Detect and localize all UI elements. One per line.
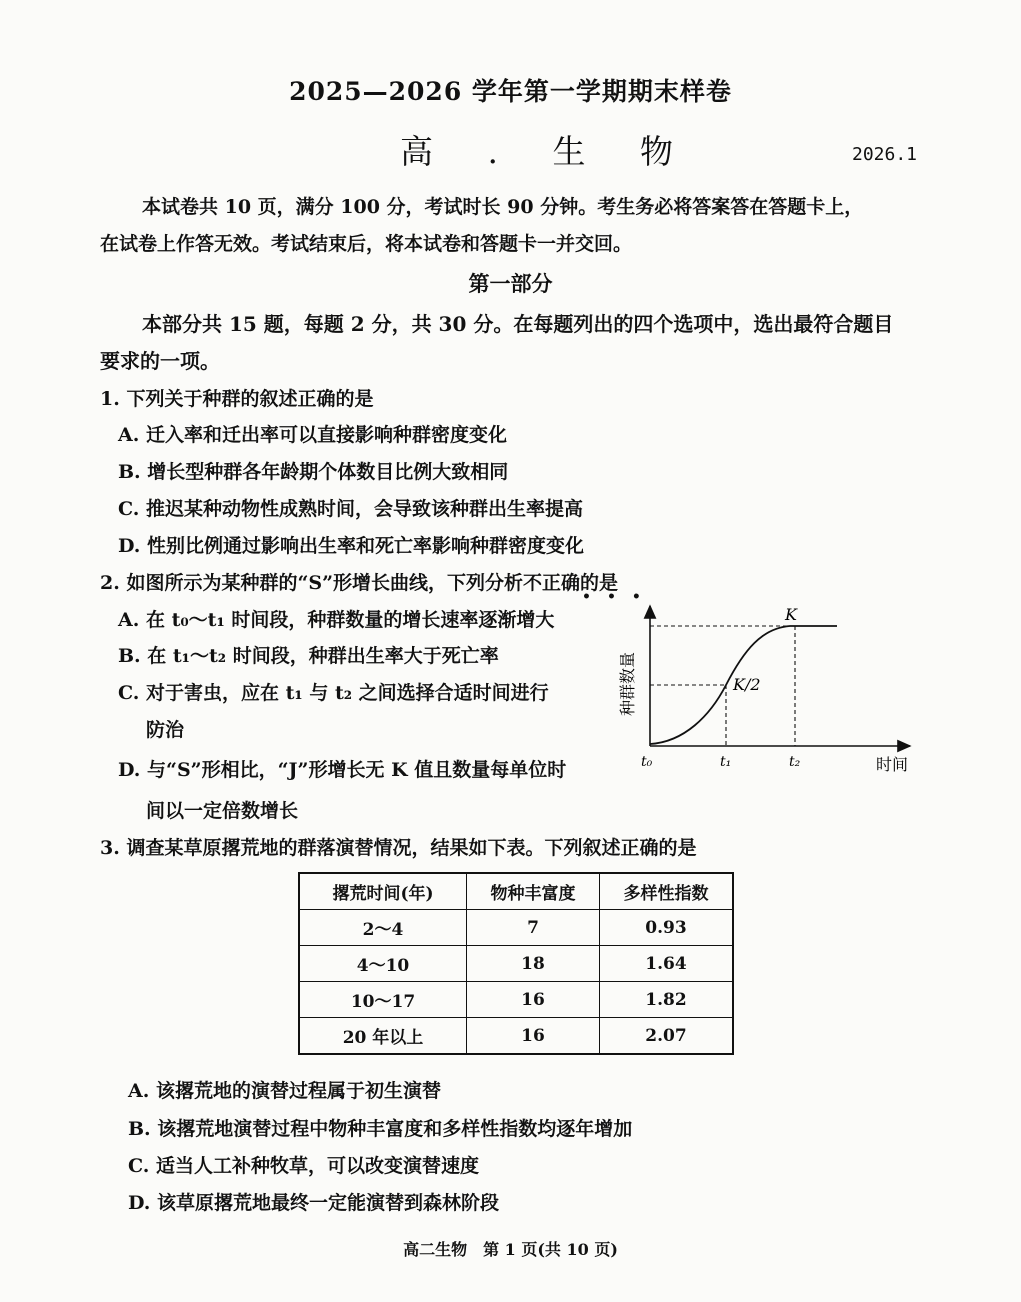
q2-stem: 2. 如图所示为某种群的“S”形增长曲线，下列分析不正确的是 <box>100 572 619 594</box>
q1-stem: 1. 下列关于种群的叙述正确的是 <box>100 388 374 410</box>
t2-label: t₂ <box>789 754 801 770</box>
s-curve-graph <box>612 598 922 788</box>
table-header: 多样性指数 <box>600 873 734 910</box>
page-footer: 高二生物 第 1 页(共 10 页) <box>403 1240 618 1259</box>
table-header: 物种丰富度 <box>467 873 600 910</box>
table-cell: 16 <box>467 1018 600 1055</box>
table-cell: 20 年以上 <box>299 1018 467 1055</box>
table-cell: 2.07 <box>600 1018 734 1055</box>
y-axis-label: 种群数量 <box>618 651 637 716</box>
q1-option-b: B. 增长型种群各年龄期个体数目比例大致相同 <box>118 461 509 483</box>
exam-date: 2026.1 <box>852 144 918 165</box>
q3-stem: 3. 调查某草原撂荒地的群落演替情况，结果如下表。下列叙述正确的是 <box>100 837 697 859</box>
table-cell: 1.64 <box>600 946 734 982</box>
q3-option-c: C. 适当人工补种牧草，可以改变演替速度 <box>128 1155 480 1177</box>
k-label: K <box>785 605 797 624</box>
table-cell: 4～10 <box>299 946 467 982</box>
q3-option-a: A. 该撂荒地的演替过程属于初生演替 <box>128 1080 441 1102</box>
section-title: 第一部分 <box>468 271 553 296</box>
q1-option-a: A. 迁入率和迁出率可以直接影响种群密度变化 <box>118 424 507 446</box>
q2-option-c-line2: 防治 <box>146 719 185 741</box>
succession-table <box>298 872 734 1055</box>
table-row <box>299 946 733 982</box>
table-cell: 7 <box>467 910 600 946</box>
table-header: 撂荒时间(年) <box>299 873 467 910</box>
q3-option-b: B. 该撂荒地演替过程中物种丰富度和多样性指数均逐年增加 <box>128 1118 633 1140</box>
subject-title: 高 . 生 物 <box>400 132 695 171</box>
intro-line-1: 本试卷共 10 页，满分 100 分，考试时长 90 分钟。考生务必将答案答在答题卡上， <box>142 196 864 218</box>
table-cell: 0.93 <box>600 910 734 946</box>
table-cell: 2～4 <box>299 910 467 946</box>
table-cell: 18 <box>467 946 600 982</box>
section-desc-1: 本部分共 15 题，每题 2 分，共 30 分。在每题列出的四个选项中，选出最符合题目 <box>142 312 894 336</box>
table-row <box>299 910 733 946</box>
emphasis-dots: ••• <box>582 589 657 605</box>
x-axis-label: 时间 <box>876 755 909 774</box>
intro-line-2: 在试卷上作答无效。考试结束后，将本试卷和答题卡一并交回。 <box>100 233 633 255</box>
k-half-label: K/2 <box>733 675 761 694</box>
t1-label: t₁ <box>720 754 732 770</box>
table-row <box>299 1018 733 1055</box>
q2-option-a: A. 在 t₀～t₁ 时间段，种群数量的增长速率逐渐增大 <box>118 609 555 631</box>
table-cell: 16 <box>467 982 600 1018</box>
q1-option-c: C. 推迟某种动物性成熟时间，会导致该种群出生率提高 <box>118 498 584 520</box>
t0-label: t₀ <box>641 754 653 770</box>
q1-option-d: D. 性别比例通过影响出生率和死亡率影响种群密度变化 <box>118 535 585 557</box>
table-header-row <box>299 873 733 910</box>
q2-option-b: B. 在 t₁～t₂ 时间段，种群出生率大于死亡率 <box>118 645 499 667</box>
section-desc-2: 要求的一项。 <box>100 349 220 373</box>
q2-option-d-line1: D. 与“S”形相比，“J”形增长无 K 值且数量每单位时 <box>118 759 567 781</box>
table-cell: 1.82 <box>600 982 734 1018</box>
table-cell: 10～17 <box>299 982 467 1018</box>
exam-title: 2025—2026 学年第一学期期末样卷 <box>289 77 732 106</box>
q3-option-d: D. 该草原撂荒地最终一定能演替到森林阶段 <box>128 1192 500 1214</box>
table-row <box>299 982 733 1018</box>
q2-option-d-line2: 间以一定倍数增长 <box>146 800 299 822</box>
q2-option-c-line1: C. 对于害虫，应在 t₁ 与 t₂ 之间选择合适时间进行 <box>118 682 549 704</box>
